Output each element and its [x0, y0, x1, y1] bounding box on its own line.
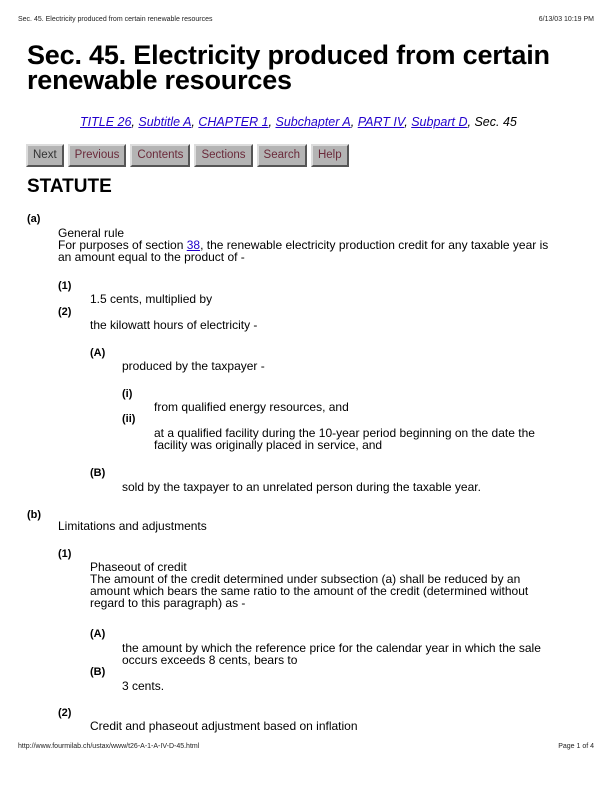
subparagraph-label: (B) [90, 467, 106, 479]
clause-text: at a qualified facility during the 10-year period beginning on the date the facility was originally placed in service, and [154, 426, 535, 452]
subparagraph-label: (A) [90, 347, 106, 359]
subparagraph-text: sold by the taxpayer to an unrelated person during the taxable year. [122, 480, 481, 494]
subsection-heading: General rule [58, 226, 125, 240]
breadcrumb-part-iv[interactable]: PART IV [357, 115, 405, 129]
subsection-label: (a) [27, 213, 41, 225]
nav-button-bar [26, 144, 349, 167]
sections-button[interactable]: Sections [194, 144, 252, 167]
subparagraph-text: produced by the taxpayer - [122, 359, 265, 373]
paragraph-heading: Credit and phaseout adjustment based on inflation [90, 719, 358, 733]
paragraph-text: the kilowatt hours of electricity - [90, 318, 258, 332]
subsection-heading: Limitations and adjustments [58, 519, 207, 533]
clause-text: from qualified energy resources, and [154, 400, 349, 414]
section-heading: STATUTE [27, 176, 112, 197]
breadcrumb-subpart-d[interactable]: Subpart D [411, 115, 468, 129]
breadcrumb-title-26[interactable]: TITLE 26 [80, 115, 132, 129]
contents-button[interactable]: Contents [130, 144, 190, 167]
previous-button[interactable]: Previous [68, 144, 127, 167]
breadcrumb: TITLE 26, Subtitle A, CHAPTER 1, Subchapter A, PART IV, Subpart D, Sec. 45 [80, 115, 517, 129]
next-button[interactable]: Next [26, 144, 64, 167]
clause-label: (i) [122, 388, 133, 400]
section-38-link[interactable]: 38 [186, 238, 201, 252]
subparagraph-label: (A) [90, 628, 106, 640]
breadcrumb-subchapter-a[interactable]: Subchapter A [275, 115, 351, 129]
print-footer [18, 743, 594, 750]
paragraph-label: (2) [58, 306, 72, 318]
subparagraph-label: (B) [90, 666, 106, 678]
paragraph-label: (1) [58, 280, 72, 292]
print-footer-page: Page 1 of 4 [558, 743, 594, 750]
paragraph-text: 1.5 cents, multiplied by [90, 292, 213, 306]
page-title: Sec. 45. Electricity produced from certain renewable resources [27, 40, 550, 95]
clause-label: (ii) [122, 413, 136, 425]
print-footer-url: http://www.fourmilab.ch/ustax/www/t26-A-1-A-IV-D-45.html [18, 743, 200, 750]
print-header-datetime: 6/13/03 10:19 PM [538, 16, 594, 23]
paragraph-label: (1) [58, 548, 72, 560]
print-header [18, 16, 594, 23]
breadcrumb-subtitle-a[interactable]: Subtitle A [138, 115, 192, 129]
print-header-title: Sec. 45. Electricity produced from certain renewable resources [18, 16, 213, 23]
help-button[interactable]: Help [311, 144, 349, 167]
subsection-label: (b) [27, 509, 42, 521]
paragraph-b1-body: Phaseout of credit The amount of the credit determined under subsection (a) shall be reduced by an amount which bears the same ratio to the amount of the credit (determined without regard to this paragraph) as - [90, 560, 529, 610]
subparagraph-text: the amount by which the reference price for the calendar year in which the sale occurs exceeds 8 cents, bears to [122, 641, 541, 667]
subsection-a-body: General rule For purposes of section 38, the renewable electricity production credit for any taxable year is an amount equal to the product of - [58, 226, 549, 264]
search-button[interactable]: Search [257, 144, 307, 167]
subsection-text: For purposes of section 38, the renewable electricity production credit for any taxable year is [58, 238, 549, 252]
subparagraph-text: 3 cents. [122, 679, 165, 693]
paragraph-label: (2) [58, 707, 72, 719]
paragraph-heading: Phaseout of credit [90, 560, 187, 574]
breadcrumb-current: Sec. 45 [474, 115, 517, 129]
breadcrumb-chapter-1[interactable]: CHAPTER 1 [198, 115, 269, 129]
